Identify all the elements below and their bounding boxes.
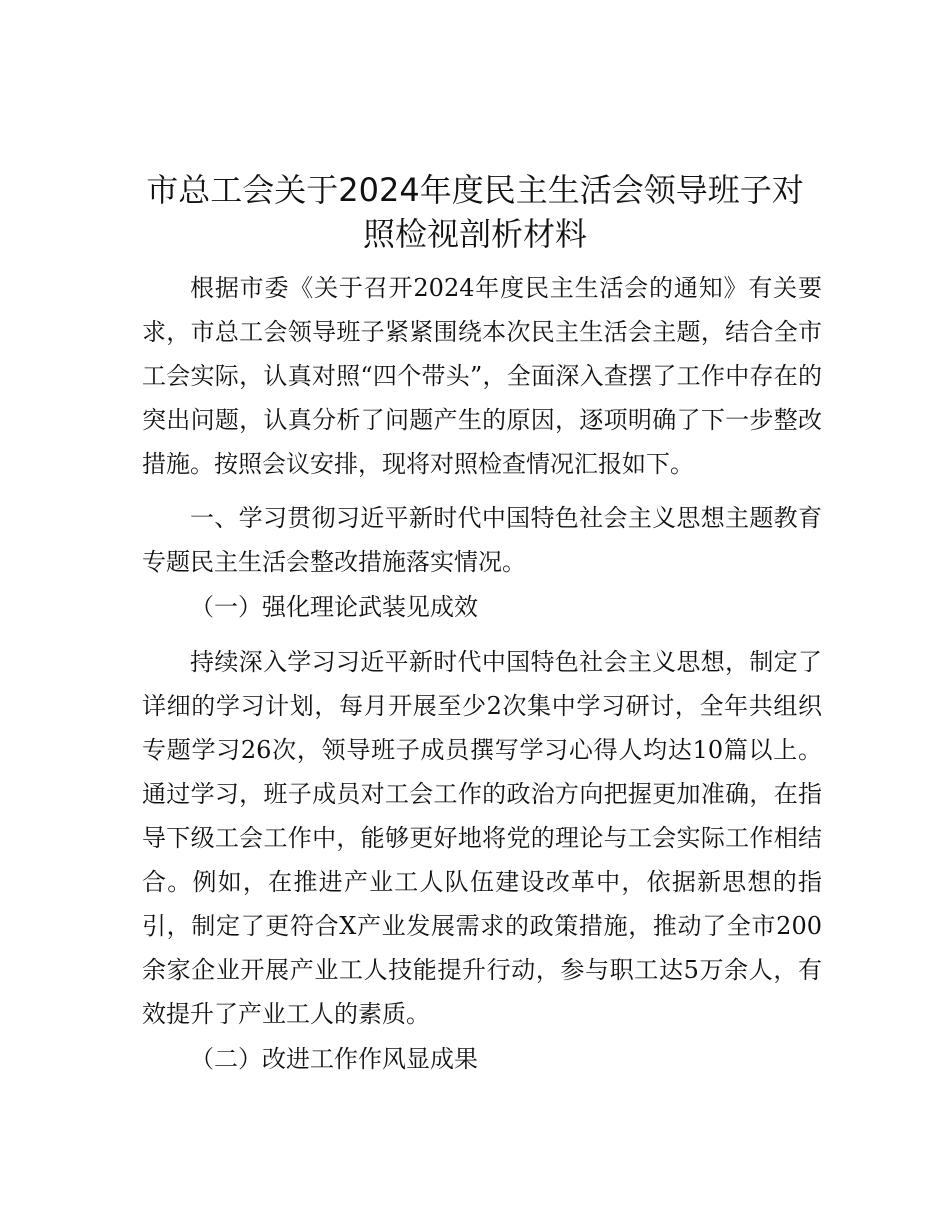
subsection-heading-1: （一）强化理论武装见成效 [190,593,478,621]
document-title-line-1: 市总工会关于2024年度民主生活会领导班子对 [146,171,804,209]
subsection-1-paragraph: 持续深入学习习近平新时代中国特色社会主义思想，制定了详细的学习计划，每月开展至少2次集中学习研讨，全年共组织专题学习26次，领导班子成员撰写学习心得人均达10篇以上。通过学习，班子成员对工会工作的政治方向把握更加准确，在指导下级工会工作中，能够更好地将党的理论与工会实际工作相结合。例如，在推进产业工人队伍建设改革中，依据新思想的指引，制定了更符合X产业发展需求的政策措施，推动了全市200余家企业开展产业工人技能提升行动，参与职工达5万余人，有效提升了产业工人的素质。 [142,648,822,1028]
section-heading-1: 一、学习贯彻习近平新时代中国特色社会主义思想主题教育专题民主生活会整改措施落实情况。 [142,504,822,576]
subsection-heading-2: （二）改进工作作风显成果 [190,1045,478,1073]
intro-paragraph: 根据市委《关于召开2024年度民主生活会的通知》有关要求，市总工会领导班子紧紧围绕本次民主生活会主题，结合全市工会实际，认真对照“四个带头”，全面深入查摆了工作中存在的突出问题，认真分析了问题产生的原因，逐项明确了下一步整改措施。按照会议安排，现将对照检查情况汇报如下。 [142,274,822,478]
document-title-line-2: 照检视剖析材料 [362,215,587,253]
